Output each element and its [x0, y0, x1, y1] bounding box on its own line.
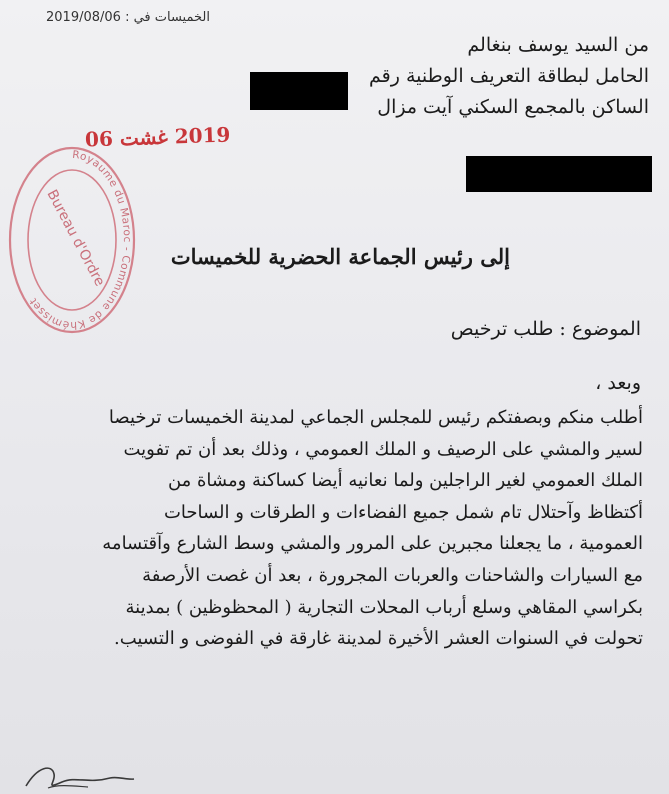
body-line: مع السيارات والشاحنات والعربات المجرورة ، بعد أن غصت الأرصفة	[142, 564, 643, 586]
sender-name-line: من السيد يوسف بنغالم	[467, 34, 649, 56]
sender-address-line: الساكن بالمجمع السكني آيت مزال	[377, 96, 649, 118]
body-line: تحولت في السنوات العشر الأخيرة لمدينة غارقة في الفوضى و التسيب.	[113, 628, 643, 650]
body-line: لسير والمشي على الرصيف و الملك العمومي ، وذلك بعد أن تم تفويت	[123, 438, 643, 460]
sender-id-line: الحامل لبطاقة التعريف الوطنية رقم	[369, 65, 649, 87]
body-line: الملك العمومي لغير الراجلين ولما نعانيه أيضا كساكنة ومشاة من	[167, 470, 643, 492]
body-line: أكتظاظ وآحتلال تام شمل جميع الفضاءات و الطرقات و الساحات	[163, 501, 643, 523]
seal-center-text: Bureau d'Ordre	[43, 187, 108, 289]
redaction-box-id	[250, 72, 348, 110]
salutation: وبعد ،	[595, 372, 641, 394]
subject-line: الموضوع : طلب ترخيص	[450, 318, 641, 340]
stamp-date: 2019 غشت 06	[84, 122, 231, 152]
letter-body	[36, 402, 643, 655]
signature-icon	[18, 760, 138, 794]
addressee-line: إلى رئيس الجماعة الحضرية للخميسات	[170, 244, 510, 269]
body-line: العمومية ، ما يجعلنا مجبرين على المرور والمشي وسط الشارع وآقتسامه	[102, 533, 643, 555]
seal-ring-text: Royaume du Maroc - Commune de Khémisset	[27, 148, 133, 332]
letter-date: الخميسات في : 2019/08/06	[46, 10, 210, 25]
body-line: بكراسي المقاهي وسلع أرباب المحلات التجارية ( المحظوظين ) بمدينة	[125, 596, 643, 618]
redaction-box-address	[466, 156, 652, 192]
office-seal-icon	[2, 140, 142, 340]
body-line: أطلب منكم وبصفتكم رئيس للمجلس الجماعي لمدينة الخميسات ترخيصا	[108, 407, 643, 428]
